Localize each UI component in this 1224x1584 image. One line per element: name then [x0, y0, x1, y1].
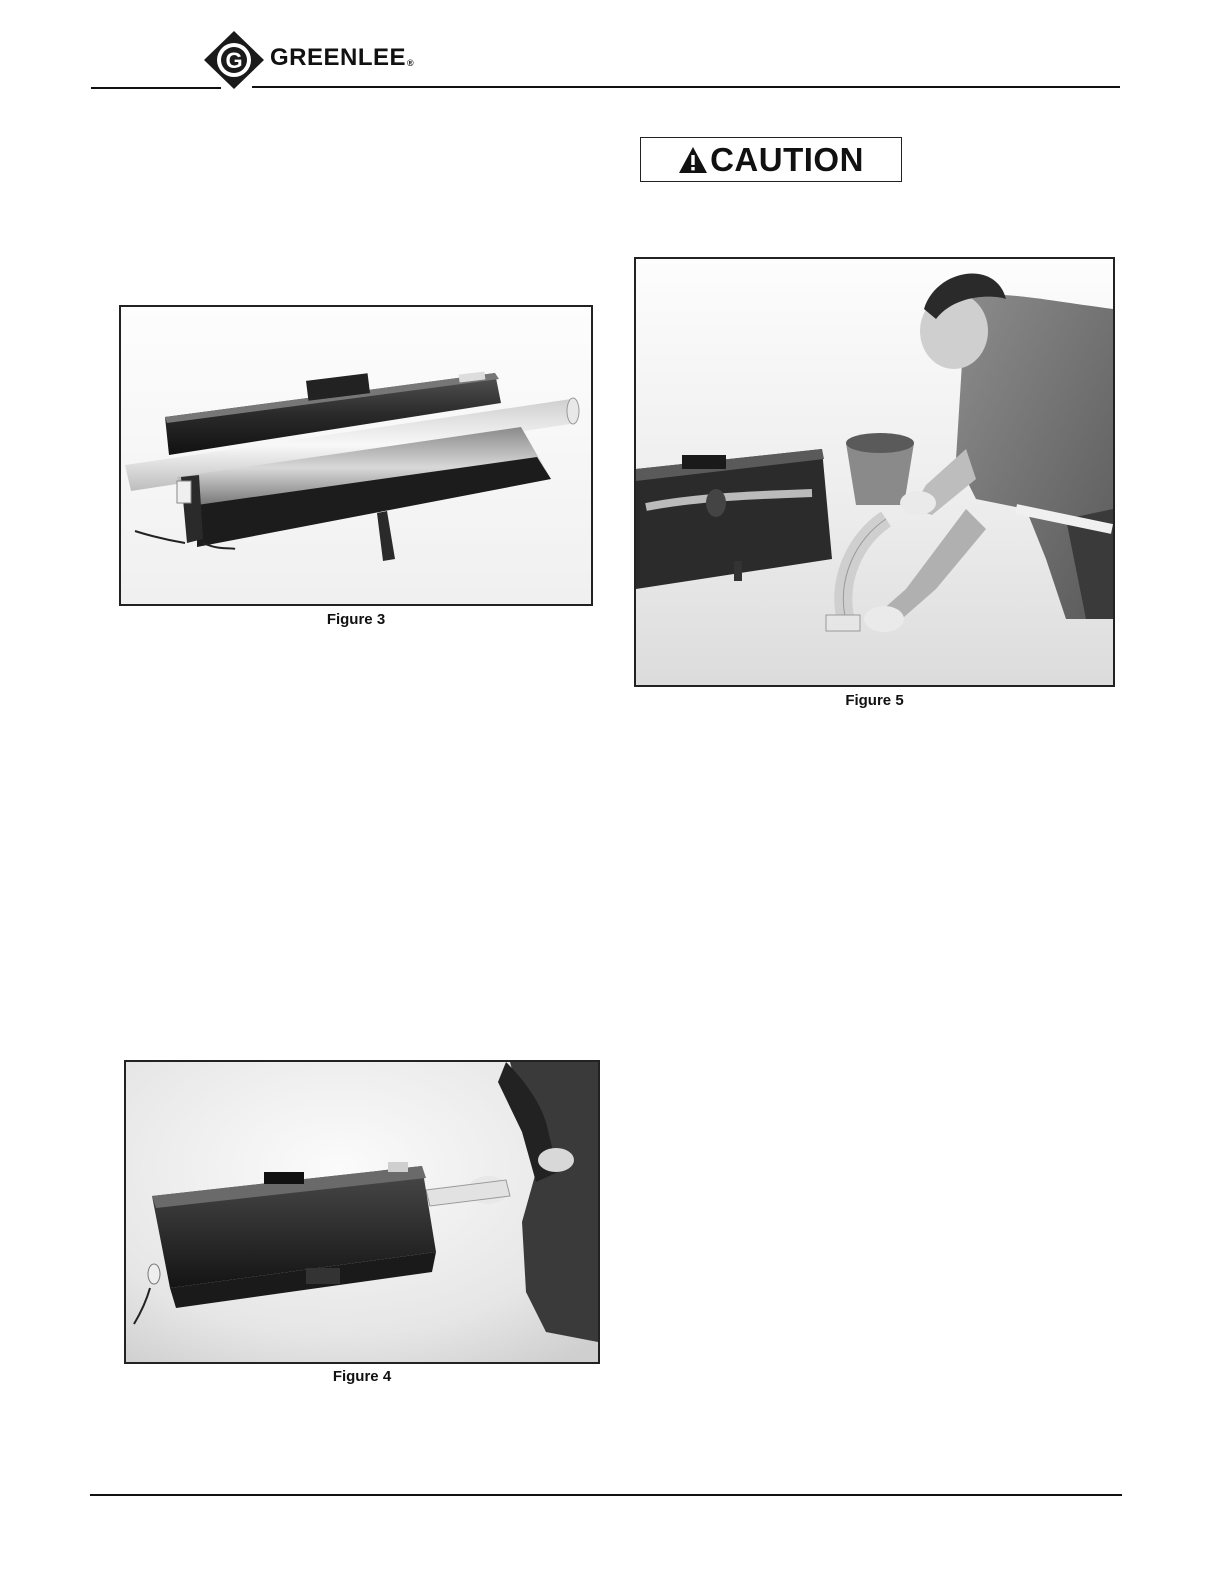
- svg-text:G: G: [225, 48, 243, 73]
- figure-3-caption: Figure 3: [326, 611, 386, 628]
- caution-label: CAUTION: [710, 140, 864, 178]
- caution-box: [640, 137, 902, 182]
- greenlee-diamond-logo-icon: [202, 30, 266, 90]
- figure-4-photo: [124, 1060, 600, 1364]
- figure-5-caption: Figure 5: [845, 692, 904, 709]
- figure-3-photo: [119, 305, 593, 606]
- figure-5-photo: [634, 257, 1115, 687]
- header-rule-right: [252, 86, 1120, 88]
- greenlee-logo: [202, 30, 432, 90]
- figure-4-caption: Figure 4: [332, 1368, 392, 1385]
- warning-triangle-icon: [678, 146, 708, 174]
- footer-rule: [90, 1494, 1122, 1496]
- header-rule-left: [91, 87, 221, 89]
- brand-name: GREENLEE®: [270, 44, 415, 71]
- registered-mark: ®: [407, 58, 415, 68]
